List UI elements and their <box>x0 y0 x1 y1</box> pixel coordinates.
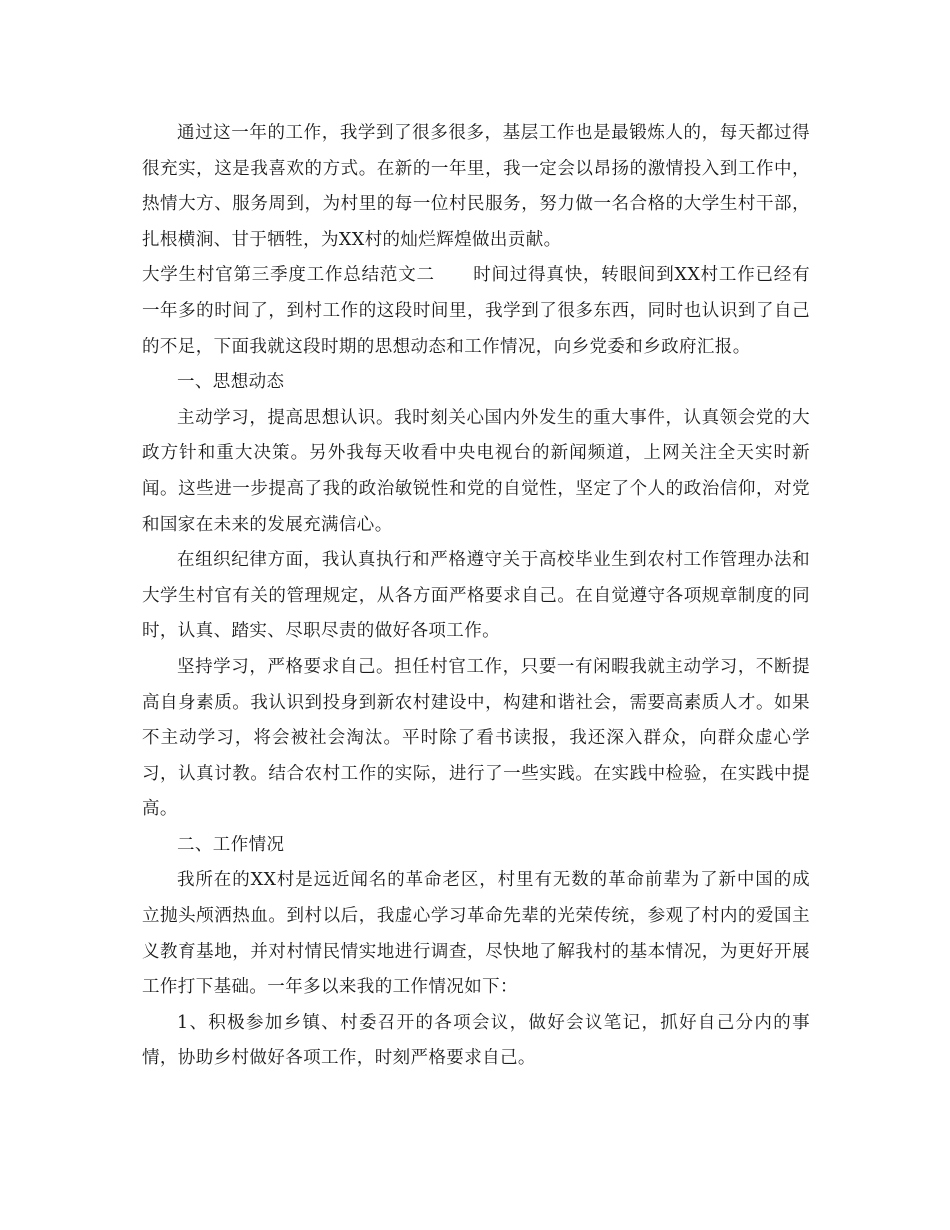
section1-paragraph: 主动学习，提高思想认识。我时刻关心国内外发生的重大事件，认真领会党的大政方针和重大决策。另外我每天收看中央电视台的新闻频道，上网关注全天实时新闻。这些进一步提高了我的政治敏锐性和党的自觉性，坚定了个人的政治信仰，对党和国家在未来的发展充满信心。 <box>142 407 810 535</box>
closing-paragraph: 通过这一年的工作，我学到了很多很多，基层工作也是最锻炼人的，每天都过得很充实，这是我喜欢的方式。在新的一年里，我一定会以昂扬的激情投入到工作中，热情大方、服务周到，为村里的每一位村民服务，努力做一名合格的大学生村干部，扎根横涧、甘于牺牲，为XX村的灿烂辉煌做出贡献。 <box>142 123 810 250</box>
intro-text: 时间过得真快，转眼间到XX村工作已经有一年多的时间了，到村工作的这段时间里，我学到了很多东西，同时也认识到了自己的不足，下面我就这段时期的思想动态和工作情况，向乡党委和乡政府汇报。 <box>142 265 811 357</box>
section-heading-thought: 一、思想动态 <box>177 372 285 393</box>
section2-paragraph: 1、积极参加乡镇、村委召开的各项会议，做好会议笔记，抓好自己分内的事情，协助乡村做好各项工作，时刻严格要求自己。 <box>142 1012 810 1069</box>
section1-paragraph: 坚持学习，严格要求自己。担任村官工作，只要一有闲暇我就主动学习，不断提高自身素质。我认识到投身到新农村建设中，构建和谐社会，需要高素质人才。如果不主动学习，将会被社会淘汰。平时除了看书读报，我还深入群众，向群众虚心学习，认真讨教。结合农村工作的实际，进行了一些实践。在实践中检验，在实践中提高。 <box>142 656 810 820</box>
document-title: 大学生村官第三季度工作总结范文二 <box>142 265 435 286</box>
section-heading-work: 二、工作情况 <box>177 834 285 855</box>
document-body <box>142 116 810 1077</box>
title-with-intro <box>142 258 810 365</box>
section2-paragraph: 我所在的XX村是远近闻名的革命老区，村里有无数的革命前辈为了新中国的成立抛头颅洒热血。到村以后，我虚心学习革命先辈的光荣传统，参观了村内的爱国主义教育基地，并对村情民情实地进行调查，尽快地了解我村的基本情况，为更好开展工作打下基础。一年多以来我的工作情况如下： <box>142 870 810 998</box>
section1-paragraph: 在组织纪律方面，我认真执行和严格遵守关于高校毕业生到农村工作管理办法和大学生村官有关的管理规定，从各方面严格要求自己。在自觉遵守各项规章制度的同时，认真、踏实、尽职尽责的做好各项工作。 <box>142 550 810 642</box>
